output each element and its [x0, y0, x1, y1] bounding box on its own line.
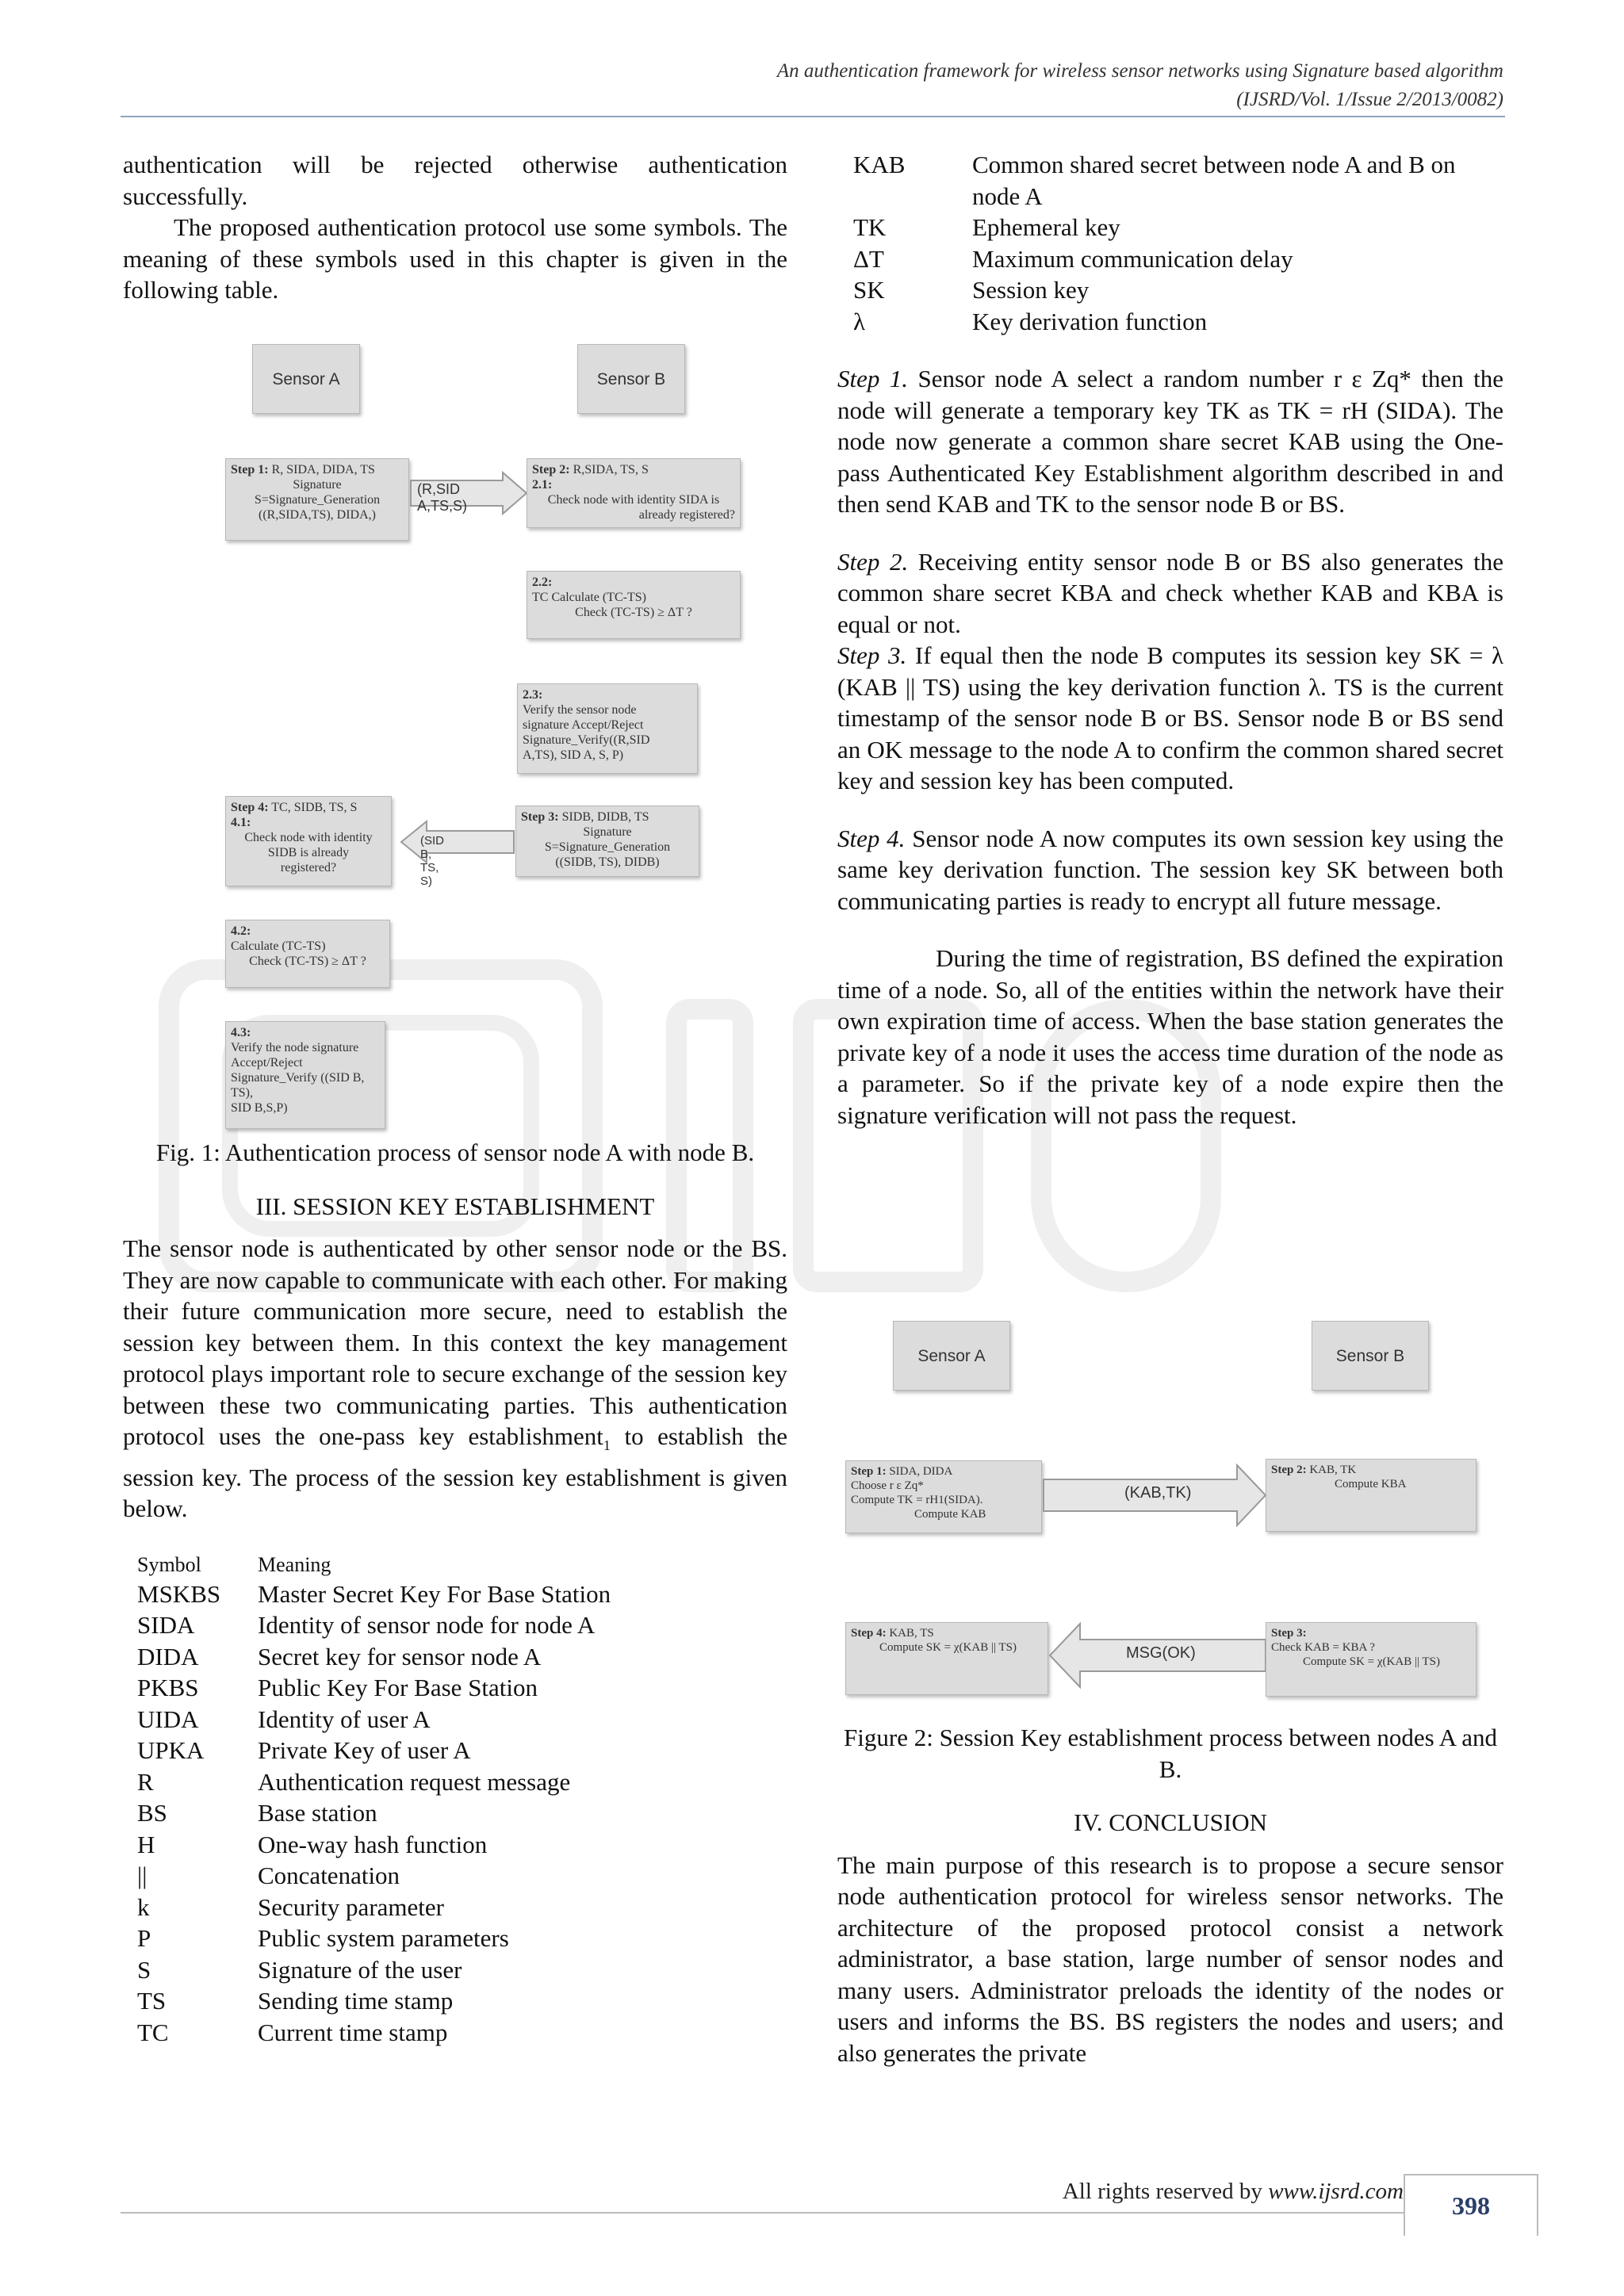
step-text: A,TS), SID A, S, P) — [523, 748, 624, 762]
figure-2-caption: Figure 2: Session Key establishment process between nodes A and B. — [844, 1724, 1497, 1783]
sensor-a-box — [893, 1321, 1010, 1391]
step-text: SIDA, DIDA — [886, 1465, 953, 1478]
symbol-cell: P — [137, 1924, 151, 1953]
sensor-a-label: Sensor A — [272, 369, 340, 388]
step-paragraph — [837, 640, 1503, 797]
step-text: SIDB, DIDB, TS — [558, 810, 649, 824]
section-heading: IV. CONCLUSION — [1073, 1808, 1267, 1836]
step-text: S=Signature_Generation — [544, 840, 671, 854]
left-column — [123, 149, 787, 306]
table-row — [123, 2017, 611, 2049]
table-row — [123, 1735, 611, 1766]
step-text: Verify the sensor node — [523, 703, 637, 717]
meaning-cell: Authentication request message — [258, 1767, 571, 1796]
paragraph-text: The sensor node is authenticated by other sensor node or the BS. They are now capable to communicate with each other. For making their future communication more secure, need to establish the session key between them. In this context the key management protocol plays important role to secure exchange of the session key between these two communicating parties. This authentication protocol uses the one-pass key establishment — [123, 1234, 787, 1450]
step-text: Check node with identity — [244, 831, 373, 844]
step-text: already registered? — [638, 508, 735, 522]
paragraph: The main purpose of this research is to propose a secure sensor node authentication protocol for wireless sensor networks. The architecture of the proposed protocol consist a network administrator, a base station, large number of sensor nodes and many users. Administrator preloads the identity of the nodes or users and informs the BS. BS registers the nodes and users; and also generates the private — [837, 1850, 1503, 2067]
step-heading: Step 1: — [851, 1465, 887, 1478]
table-row — [123, 1704, 611, 1735]
sensor-a-label: Sensor A — [917, 1346, 986, 1365]
step-text: Accept/Reject — [231, 1056, 303, 1070]
meaning-cell: Sending time stamp — [258, 1987, 454, 2015]
symbol-cell: TK — [853, 213, 887, 241]
right-column-lower — [837, 1722, 1503, 2068]
step-text: R,SIDA, TS, S — [569, 463, 649, 476]
table-header: Symbol — [137, 1552, 201, 1576]
table-row — [123, 1985, 611, 2017]
symbol-cell: TS — [137, 1987, 167, 2015]
paragraph-text: Sensor node A select a random number r ε Zq* then the node will generate a temporary key TK as TK = rH (SIDA). The node now generate a common share secret KAB using the One-pass Authenticated Key Establishment algorithm described in and then send KAB and TK to the sensor node B or BS. — [837, 365, 1503, 518]
step-heading: Step 3: — [1271, 1627, 1307, 1640]
table-row — [123, 1829, 611, 1861]
step-text: Compute SK = χ(KAB || TS) — [1303, 1655, 1440, 1668]
meaning-cell: Maximum communication delay — [972, 244, 1293, 273]
step2-2-box — [527, 571, 741, 639]
meaning-cell: Master Secret Key For Base Station — [258, 1579, 611, 1608]
paragraph: During the time of registration, BS defined the expiration time of a node. So, all of the entities within the network have their own expiration time of access. When the base station generates the private key of a node it uses the access time duration of the node as a parameter. So if the private key of a node expire then the signature verification will not pass the request. — [837, 944, 1503, 1129]
step-text: Compute SK = χ(KAB || TS) — [879, 1641, 1017, 1654]
step-heading: Step 3: — [521, 810, 559, 824]
step-paragraph — [837, 546, 1503, 641]
arrow-label: (KAB,TK) — [1124, 1484, 1192, 1502]
step-text: signature Accept/Reject — [523, 718, 644, 732]
footer — [1063, 2179, 1404, 2205]
step-text: SID B,S,P) — [231, 1101, 288, 1115]
step-heading: Step 4: — [231, 801, 269, 814]
symbol-cell: UIDA — [137, 1705, 199, 1733]
meaning-cell: Ephemeral key — [972, 213, 1120, 241]
meaning-cell: Session key — [972, 276, 1090, 304]
symbol-cell: S — [137, 1955, 151, 1984]
symbol-cell: SK — [853, 276, 885, 304]
paragraph-text: to establish the session key. The process of the session key establishment is given below. — [123, 1422, 787, 1523]
symbol-cell: DIDA — [137, 1642, 199, 1670]
symbol-cell: SIDA — [137, 1611, 195, 1640]
step-paragraph — [837, 363, 1503, 520]
paragraph-text: Receiving entity sensor node B or BS also generates the common share secret KBA and check whether KAB and KBA is equal or not. — [837, 547, 1503, 638]
symbol-table — [123, 1552, 611, 2049]
step-text: KAB, TK — [1306, 1464, 1357, 1476]
step-label: Step 3. — [837, 641, 907, 669]
header-citation: (IJSRD/Vol. 1/Issue 2/2013/0082) — [1236, 89, 1503, 110]
meaning-cell: Private Key of user A — [258, 1736, 471, 1765]
step-text: registered? — [280, 861, 337, 874]
symbol-cell: H — [137, 1830, 155, 1858]
step-text: Compute KAB — [914, 1508, 986, 1521]
table-row — [123, 1672, 611, 1704]
symbol-cell: TC — [137, 2018, 169, 2046]
step-label: Step 2. — [837, 547, 909, 576]
step4-3-box — [225, 1021, 385, 1129]
step-text: TC, SIDB, TS, S — [268, 801, 358, 814]
table-row — [837, 212, 1503, 243]
step-heading: 2.2: — [532, 576, 553, 589]
step-text: Signature — [293, 478, 342, 492]
meaning-cell: Public system parameters — [258, 1924, 509, 1953]
left-column-lower — [123, 1137, 787, 2048]
symbol-cell: λ — [853, 307, 866, 335]
symbol-cell: UPKA — [137, 1736, 205, 1765]
step-label: Step 4. — [837, 824, 906, 852]
table-row — [123, 1609, 611, 1641]
meaning-cell: Concatenation — [258, 1862, 400, 1890]
symbol-cell: || — [137, 1862, 147, 1890]
symbol-cell: BS — [137, 1799, 167, 1827]
footer-text: All rights reserved by — [1062, 2179, 1269, 2204]
meaning-cell: Secret key for sensor node A — [258, 1642, 542, 1670]
header-title: An authentication framework for wireless sensor networks using Signature based algorithm — [776, 60, 1503, 82]
step-text: Compute TK = rH1(SIDA). — [851, 1494, 983, 1506]
symbol-table-continued — [837, 149, 1503, 337]
meaning-cell: Base station — [258, 1799, 377, 1827]
step-text: KAB, TS — [886, 1627, 934, 1640]
paragraph-text: If equal then the node B computes its session key SK = λ (KAB || TS) using the key derivation function λ. TS is the current timestamp of the sensor node B or BS. Sensor node B or BS send an OK message to the node A to confirm the common shared secret key and session key has been computed. — [837, 641, 1503, 794]
step-text: Signature_Verify ((SID B, TS), — [231, 1071, 365, 1100]
table-row — [123, 1766, 611, 1798]
step-text: S=Signature_Generation — [254, 493, 381, 507]
step-paragraph — [837, 823, 1503, 917]
table-row — [123, 1892, 611, 1923]
sensor-b-label: Sensor B — [1335, 1346, 1405, 1365]
symbol-cell: PKBS — [137, 1674, 199, 1702]
meaning-cell: Public Key For Base Station — [258, 1674, 538, 1702]
step1-box — [225, 458, 409, 541]
table-row — [123, 1578, 611, 1610]
paragraph: The proposed authentication protocol use some symbols. The meaning of these symbols used in this chapter is given in the following table. — [123, 213, 787, 304]
table-header-row — [123, 1552, 611, 1578]
table-row — [123, 1860, 611, 1892]
step-text: Check (TC-TS) ≥ ΔT ? — [575, 606, 692, 619]
step4-box — [845, 1622, 1048, 1695]
symbol-cell: k — [137, 1892, 150, 1921]
arrow-left — [400, 820, 515, 864]
arrow-label: MSG(OK) — [1126, 1644, 1196, 1662]
table-row — [123, 1641, 611, 1673]
paragraph: authentication will be rejected otherwise authentication successfully. — [123, 151, 787, 210]
step-heading: 4.3: — [231, 1026, 251, 1039]
symbol-cell: KAB — [853, 151, 906, 178]
sensor-b-box — [577, 344, 685, 414]
step3-box — [515, 806, 699, 877]
step-heading: Step 4: — [851, 1627, 887, 1640]
meaning-cell: Key derivation function — [972, 307, 1208, 335]
section-heading: III. SESSION KEY ESTABLISHMENT — [255, 1192, 655, 1220]
step-text: Choose r ε Zq* — [851, 1479, 924, 1492]
step2-3-box — [517, 683, 698, 774]
meaning-cell: Security parameter — [258, 1892, 444, 1921]
meaning-cell: One-way hash function — [258, 1830, 488, 1858]
step-text: Signature — [583, 825, 632, 839]
sensor-a-box — [252, 344, 360, 414]
step1-box — [845, 1460, 1042, 1533]
step4-box — [225, 796, 392, 886]
step-text: ((SIDB, TS), DIDB) — [555, 855, 660, 869]
meaning-cell: Common shared secret between node A and B on node A — [972, 151, 1456, 210]
reference-mark: 1 — [603, 1437, 611, 1454]
paragraph — [123, 1233, 787, 1525]
step-heading: Step 2: — [532, 463, 570, 476]
arrow-label: (R,SID A,TS,S) — [417, 481, 468, 514]
step-heading: 4.2: — [231, 924, 251, 938]
table-row — [123, 1954, 611, 1986]
table-row — [837, 274, 1503, 306]
table-row — [837, 243, 1503, 275]
page-number: 398 — [1404, 2174, 1538, 2236]
step-text: Check node with identity SIDA is — [547, 493, 720, 507]
meaning-cell: Current time stamp — [258, 2018, 448, 2046]
step-heading: 2.1: — [532, 478, 553, 492]
step2-box — [1266, 1459, 1477, 1532]
step-text: SIDB is already — [267, 846, 350, 859]
table-row — [837, 306, 1503, 338]
right-column — [837, 149, 1503, 1131]
meaning-cell: Signature of the user — [258, 1955, 462, 1984]
meaning-cell: Identity of sensor node for node A — [258, 1611, 596, 1640]
step-text: TC Calculate (TC-TS) — [532, 591, 646, 604]
step-text: ((R,SIDA,TS), DIDA,) — [259, 508, 376, 522]
step-text: Verify the node signature — [231, 1041, 359, 1054]
step-heading: 2.3: — [523, 688, 543, 702]
table-row — [123, 1923, 611, 1954]
step3-box — [1266, 1622, 1477, 1697]
step-heading: Step 1: — [231, 463, 269, 476]
table-row — [837, 149, 1503, 212]
step-text: Check (TC-TS) ≥ ΔT ? — [249, 955, 366, 968]
step-text: Check KAB = KBA ? — [1271, 1641, 1375, 1654]
symbol-cell: R — [137, 1767, 154, 1796]
table-row — [123, 1797, 611, 1829]
step-label: Step 1. — [837, 365, 909, 392]
sensor-b-box — [1312, 1321, 1429, 1391]
table-header: Meaning — [258, 1552, 331, 1576]
step-heading: 4.1: — [231, 816, 251, 829]
step2-box — [527, 458, 741, 528]
step-text: Signature_Verify((R,SID — [523, 733, 650, 747]
meaning-cell: Identity of user A — [258, 1705, 431, 1733]
symbol-cell: ΔT — [853, 244, 884, 273]
step-text: R, SIDA, DIDA, TS — [268, 463, 375, 476]
footer-rule — [121, 2212, 1505, 2214]
paragraph-text: Sensor node A now computes its own session key using the same key derivation function. The session key SK between both communicating parties is ready to encrypt all future message. — [837, 824, 1504, 915]
symbol-cell: MSKBS — [137, 1579, 221, 1608]
footer-link[interactable]: www.ijsrd.com — [1268, 2179, 1404, 2204]
step-text: Calculate (TC-TS) — [231, 939, 326, 953]
step4-2-box — [225, 920, 390, 988]
step-text: Compute KBA — [1335, 1478, 1407, 1490]
figure-1-caption: Fig. 1: Authentication process of sensor node A with node B. — [155, 1138, 755, 1166]
sensor-b-label: Sensor B — [596, 369, 666, 388]
header-rule — [121, 116, 1505, 117]
arrow-label: (SID B, TS, S) — [420, 834, 444, 888]
step-heading: Step 2: — [1271, 1464, 1307, 1476]
running-header — [777, 57, 1503, 114]
